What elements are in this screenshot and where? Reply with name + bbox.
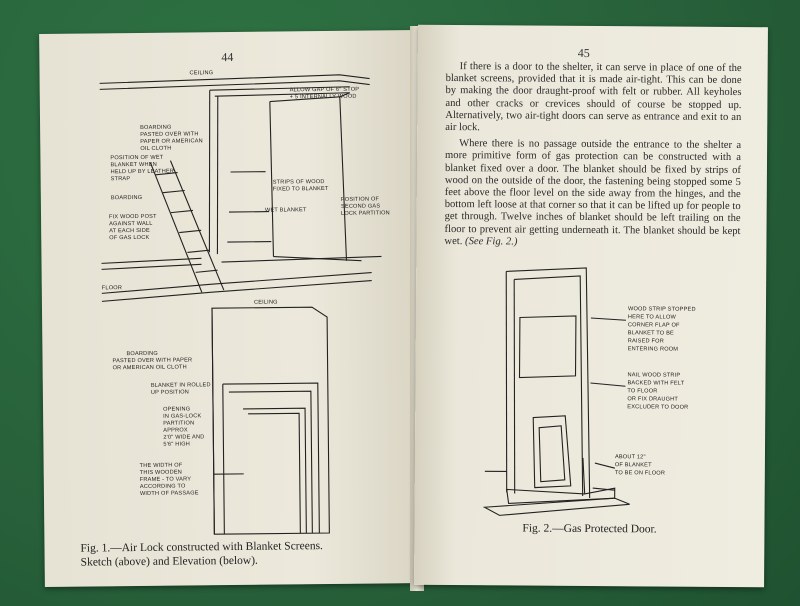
fig2-nail-wood-5: EXCLUDER TO DOOR xyxy=(627,404,689,411)
fig1-fix-post-1: FIX WOOD POST xyxy=(109,213,157,221)
fig1-fix-post-3: AT EACH SIDE xyxy=(109,227,150,235)
paragraph-2-figure-ref: (See Fig. 2.) xyxy=(465,235,518,248)
fig1-position-wet-3: HELD UP BY LEATHER xyxy=(110,168,175,176)
elev-blanket-rolled-1: BLANKET IN ROLLED xyxy=(150,382,211,389)
fig1-strips-wood-2: FIXED TO BLANKET xyxy=(272,185,329,193)
figure1-elevation xyxy=(42,292,425,546)
elev-ceiling-label: CEILING xyxy=(253,299,278,306)
fig2-nail-wood-3: TO FLOOR xyxy=(627,388,658,395)
elev-width-note-2: THIS WOODEN xyxy=(139,469,183,476)
elev-width-note-1: THE WIDTH OF xyxy=(139,462,183,469)
fig2-about-12-1: ABOUT 12" xyxy=(614,454,646,461)
page-number-right: 45 xyxy=(577,45,590,60)
elev-opening-5: 2'0" WIDE AND xyxy=(163,434,205,441)
fig1-fix-post-2: AGAINST WALL xyxy=(109,220,153,228)
fig2-wood-strip-2: HERE TO ALLOW xyxy=(627,314,677,321)
fig2-nail-wood-4: OR FIX DRAUGHT xyxy=(627,396,679,403)
fig2-wood-strip-5: RAISED FOR xyxy=(627,338,664,345)
paragraph-1: If there is a door to the shelter, it can serve in place of one of the blanket screens, provided that it is made air-tight. This can be done by making the door draught-proof with felt or rubber. All keyholes and other cracks or crevices should of course be stopped up. Alternatively, two air-tight doors can serve as entrance and exit to an air lock. xyxy=(445,61,742,134)
fig1-boarding-label: BOARDING xyxy=(110,194,143,202)
paragraph-2-text: Where there is no passage outside the entrance to the shelter a more primitive form of gas protection can be constructed with a blanket fixed over a door. The blanket should be fixed by strips of wood on the outside of the door, the fastening being stopped some 5 feet above the floor level on the side away from the hinges, and the bottom left loose at that corner so that it can be lifted up for people to get through. Twelve inches of blanket should be left trailing on the floor to prevent air getting underneath it. The blanket should be kept wet. xyxy=(444,138,742,247)
fig1-boarding-pasted-4: OIL CLOTH xyxy=(140,145,172,152)
elev-width-note-4: ACCORDING TO xyxy=(139,483,186,490)
fig1-position-second-1: POSITION OF xyxy=(340,196,380,203)
fig1-ceiling-label: CEILING xyxy=(189,70,214,77)
elev-opening-4: APPROX xyxy=(163,427,188,434)
figure1-caption-line1: Fig. 1.—Air Lock constructed with Blanket Screens. xyxy=(80,540,323,555)
fig1-position-wet-2: BLANKET WHEN xyxy=(110,161,157,169)
fig2-nail-wood-1: NAIL WOOD STRIP xyxy=(627,372,681,379)
elev-boarding-1: BOARDING xyxy=(126,350,158,358)
elev-boarding-3: OR AMERICAN OIL CLOTH xyxy=(112,364,187,372)
fig1-position-wet-4: STRAP xyxy=(110,176,131,183)
fig1-wet-blanket: WET BLANKET xyxy=(264,207,307,214)
fig2-wood-strip-1: WOOD STRIP STOPPED xyxy=(627,306,696,313)
paragraph-2 xyxy=(444,138,741,250)
fig2-about-12-2: OF BLANKET xyxy=(614,462,652,469)
elev-opening-1: OPENING xyxy=(163,406,191,413)
fig2-nail-wood-2: BACKED WITH FELT xyxy=(627,380,685,387)
fig1-floor-label: FLOOR xyxy=(101,285,123,292)
fig2-wood-strip-4: BLANKET TO BE xyxy=(627,330,674,337)
figure1-sketch xyxy=(39,60,422,314)
figure1-caption-line2: Sketch (above) and Elevation (below). xyxy=(80,554,258,569)
fig2-about-12-3: TO BE ON FLOOR xyxy=(614,470,666,477)
fig1-boarding-pasted-2: PASTED OVER WITH xyxy=(140,131,199,138)
fig2-wood-strip-3: CORNER FLAP OF xyxy=(627,322,680,329)
fig1-fix-post-4: OF GAS LOCK xyxy=(109,234,150,242)
elev-blanket-rolled-2: UP POSITION xyxy=(150,389,190,396)
elev-boarding-2: PASTED OVER WITH PAPER xyxy=(112,357,193,365)
fig1-gap-note-1: ALLOW GAP OF 6" STOP xyxy=(289,86,360,94)
fig1-position-wet-1: POSITION OF WET xyxy=(110,154,164,162)
figure2-caption: Fig. 2.—Gas Protected Door. xyxy=(522,522,657,536)
elev-width-note-3: FRAME - TO VARY xyxy=(139,476,192,483)
figure2-gas-protected-door xyxy=(415,257,767,519)
elev-opening-2: IN GAS-LOCK xyxy=(163,413,202,420)
fig1-strips-wood-1: STRIPS OF WOOD xyxy=(272,179,325,186)
fig1-position-second-3: LOCK PARTITION xyxy=(340,210,390,217)
elev-opening-3: PARTITION xyxy=(163,420,195,427)
right-page xyxy=(414,25,768,587)
left-page xyxy=(39,30,425,587)
fig1-boarding-pasted-3: PAPER OR AMERICAN xyxy=(140,138,203,145)
fig1-gap-note-2: + 5 INTERNALLY WOOD xyxy=(289,93,357,101)
elev-opening-6: 5'6" HIGH xyxy=(163,441,191,448)
page-number-left: 44 xyxy=(221,49,234,65)
elev-width-note-5: WIDTH OF PASSAGE xyxy=(139,490,199,497)
fig1-position-second-2: SECOND GAS xyxy=(340,203,381,210)
fig2-wood-strip-6: ENTERING ROOM xyxy=(627,346,679,353)
page-45-text xyxy=(444,61,741,254)
open-booklet xyxy=(18,16,788,596)
fig1-boarding-pasted-1: BOARDING xyxy=(140,124,172,131)
